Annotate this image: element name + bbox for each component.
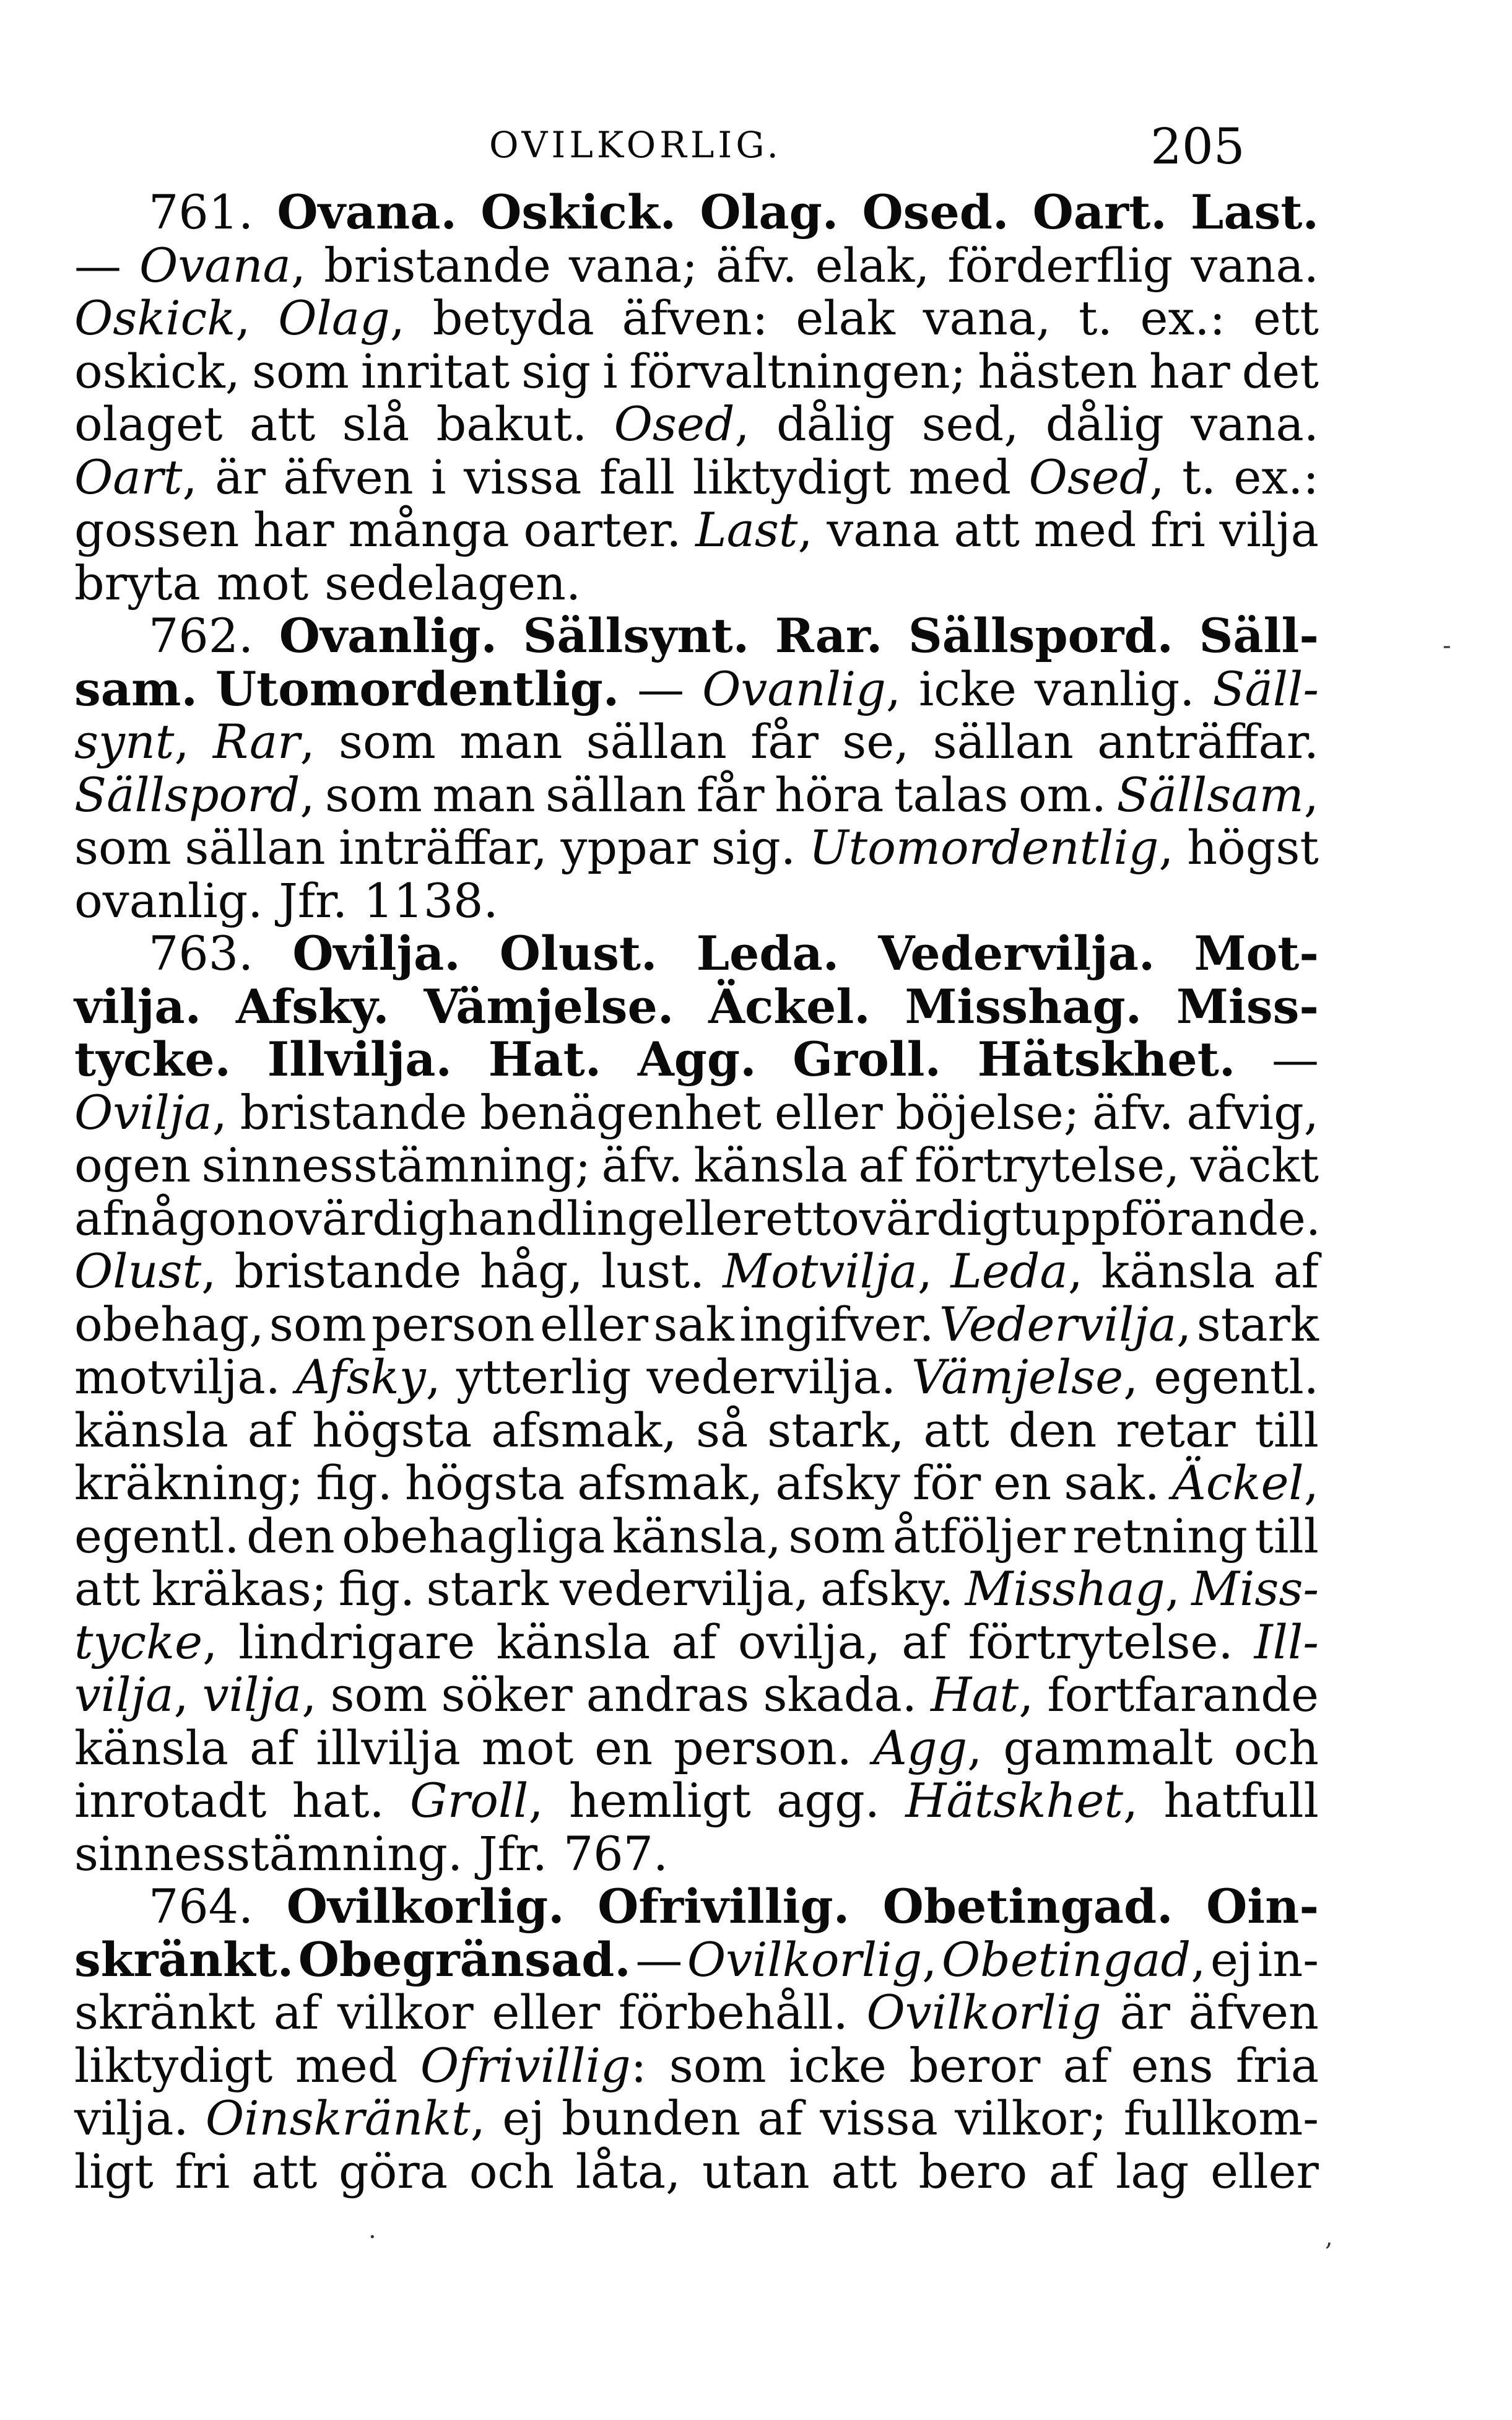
entry-762-line: sam. Utomordentlig. — Ovanlig, icke vanlig. Säll-: [74, 661, 1319, 716]
entry-763-line: ogen sinnesstämning; äfv. känsla af förtrytelse, väckt: [74, 1138, 1319, 1193]
print-mark: ‐: [1443, 632, 1451, 660]
print-mark: ,: [1325, 2223, 1333, 2252]
entry-762-line: 762. Ovanlig. Sällsynt. Rar. Sällspord. Säll-: [149, 608, 1319, 663]
entry-761-line: Oskick, Olag, betyda äfven: elak vana, t. ex.: ett: [74, 290, 1319, 346]
entry-762-line: Sällspord, som man sällan får höra talas om. Sällsam,: [74, 767, 1319, 822]
entry-761-line: 761. Ovana. Oskick. Olag. Osed. Oart. Last.: [149, 185, 1319, 240]
entry-761-line: gossen har många oarter. Last, vana att med fri vilja: [74, 502, 1319, 557]
entry-763-line: tycke, lindrigare känsla af ovilja, af förtrytelse. Ill-: [74, 1614, 1319, 1669]
page-number: 205: [1150, 118, 1245, 175]
entry-762-line: ovanlig. Jfr. 1138.: [74, 873, 498, 928]
entry-761-line: bryta mot sedelagen.: [74, 555, 581, 611]
entry-761-line: olaget att slå bakut. Osed, dålig sed, dålig vana.: [74, 396, 1319, 451]
entry-763-line: känsla af illvilja mot en person. Agg, gammalt och: [74, 1720, 1319, 1775]
entry-763-line: vilja, vilja, som söker andras skada. Hat, fortfarande: [74, 1667, 1319, 1722]
entry-763-line: känsla af högsta afsmak, så stark, att den retar till: [74, 1402, 1319, 1458]
page-body: [74, 186, 1319, 2198]
entry-763-line: tycke. Illvilja. Hat. Agg. Groll. Hätskhet. —: [74, 1032, 1319, 1087]
print-mark: ·: [368, 2223, 376, 2252]
entry-764-line: 764. Ovilkorlig. Ofrivillig. Obetingad. Oin-: [149, 1879, 1319, 1934]
entry-763-line: att kräkas; fig. stark vedervilja, afsky. Misshag, Miss-: [74, 1561, 1319, 1616]
entry-763-line: kräkning; fig. högsta afsmak, afsky för en sak. Äckel,: [74, 1455, 1319, 1510]
entry-763-line: sinnesstämning. Jfr. 767.: [74, 1826, 669, 1881]
entry-761-line: oskick, som inritat sig i förvaltningen; hästen har det: [74, 343, 1319, 399]
page-header: [0, 118, 1512, 180]
running-title: OVILKORLIG.: [489, 124, 782, 166]
entry-762-line: som sällan inträffar, yppar sig. Utomordentlig, högst: [74, 820, 1319, 875]
entry-763-line: inrotadt hat. Groll, hemligt agg. Hätskhet, hatfull: [74, 1773, 1319, 1828]
entry-764-line: skränkt. Obegränsad. — Ovilkorlig, Obetingad, ej in-: [74, 1931, 1319, 1987]
entry-761-line: Oart, är äfven i vissa fall liktydigt med Osed, t. ex.:: [74, 449, 1319, 505]
entry-763-line: af någon ovärdig handling eller ett ovärdigt uppförande.: [74, 1190, 1321, 1246]
entry-764-line: liktydigt med Ofrivillig: som icke beror af ens fria: [74, 2037, 1319, 2093]
entry-763-line: Ovilja, bristande benägenhet eller böjelse; äfv. afvig,: [74, 1084, 1319, 1140]
entry-763-line: obehag, som person eller sak ingifver. Vedervilja, stark: [74, 1296, 1319, 1352]
entry-762-line: synt, Rar, som man sällan får se, sällan anträffar.: [74, 714, 1319, 769]
entry-763-line: Olust, bristande håg, lust. Motvilja, Leda, känsla af: [74, 1243, 1319, 1299]
entry-764-line: skränkt af vilkor eller förbehåll. Ovilkorlig är äfven: [74, 1985, 1319, 2040]
entry-763-line: vilja. Afsky. Vämjelse. Äckel. Misshag. Miss-: [74, 978, 1319, 1034]
entry-763-line: 763. Ovilja. Olust. Leda. Vedervilja. Mot-: [149, 926, 1319, 981]
entry-763-line: egentl. den obehagliga känsla, som åtföljer retning till: [74, 1508, 1319, 1564]
entry-764-line: ligt fri att göra och låta, utan att bero af lag eller: [74, 2143, 1319, 2199]
entry-763-line: motvilja. Afsky, ytterlig vedervilja. Vämjelse, egentl.: [74, 1349, 1319, 1404]
entry-761-line: — Ovana, bristande vana; äfv. elak, förderflig vana.: [74, 237, 1319, 293]
entry-764-line: vilja. Oinskränkt, ej bunden af vissa vilkor; fullkom-: [74, 2091, 1319, 2146]
